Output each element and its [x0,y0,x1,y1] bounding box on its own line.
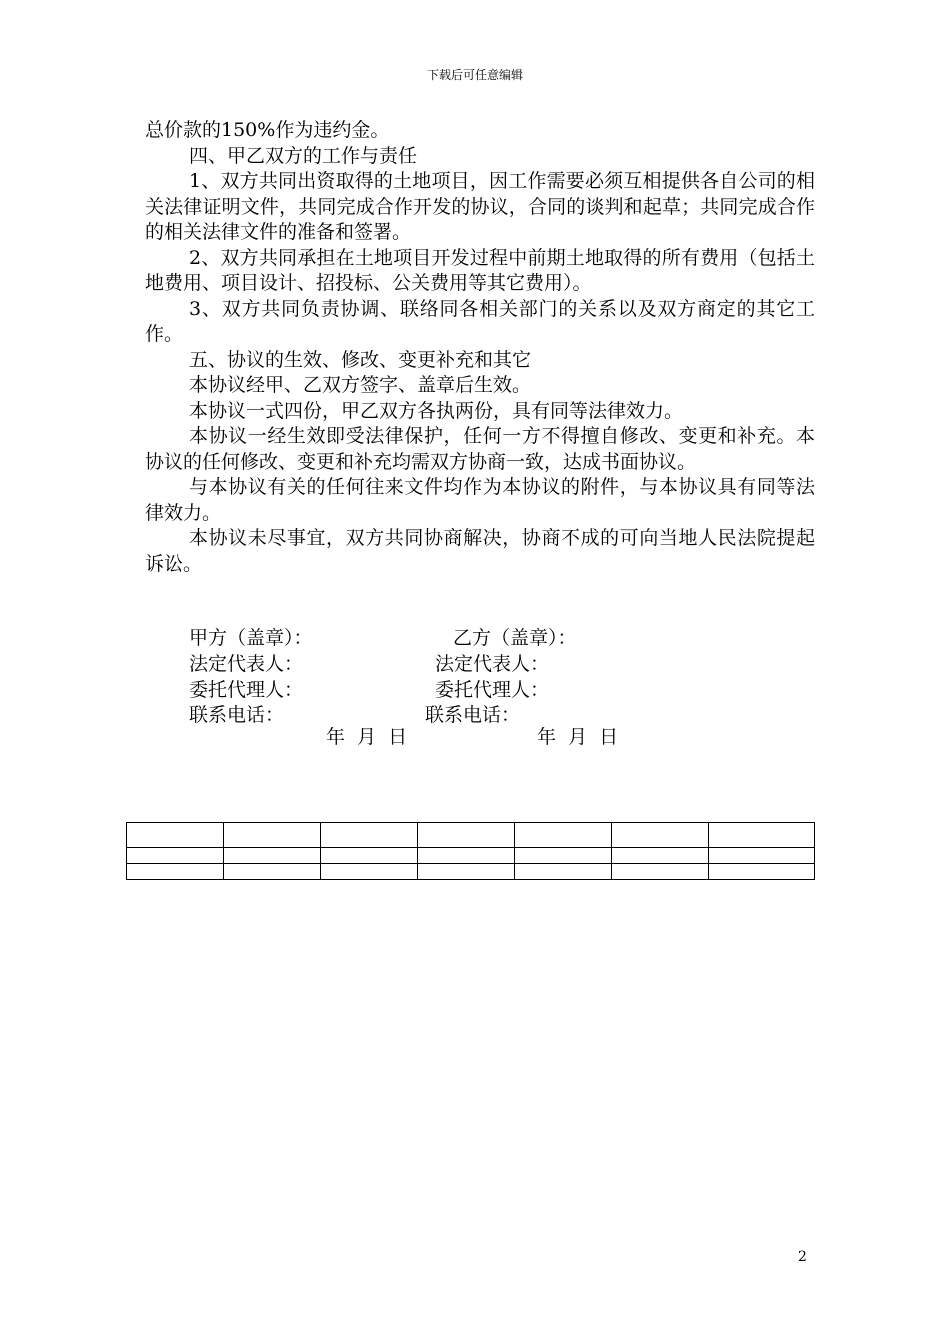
party-a-phone-label: 联系电话： [189,704,285,726]
table-cell [612,848,709,864]
party-b-date: 年 月 日 [537,726,619,748]
blank-table [126,822,815,880]
party-a-date: 年 月 日 [326,726,408,748]
table-cell [515,848,612,864]
table-cell [127,864,224,880]
paragraph-effective: 本协议经甲、乙双方签字、盖章后生效。 [189,374,532,396]
section-heading-duties: 四、甲乙双方的工作与责任 [189,144,418,167]
table-row [127,823,815,848]
table-cell [515,823,612,848]
table-cell [321,864,418,880]
page-header: 下载后可任意编辑 [426,68,523,82]
table-cell [224,864,321,880]
table-cell [709,848,815,864]
table-cell [127,823,224,848]
table-cell [127,848,224,864]
paragraph-copies: 本协议一式四份，甲乙双方各执两份，具有同等法律效力。 [189,399,684,422]
paragraph-penalty: 总价款的150%作为违约金。 [145,119,390,141]
paragraph-attachments: 与本协议有关的任何往来文件均作为本协议的附件，与本协议具有同等法律效力。 [145,476,815,524]
table-cell [709,823,815,848]
table-row [127,864,815,880]
table-cell [418,848,515,864]
contract-body [145,118,815,577]
table-cell [418,864,515,880]
table-row [127,848,815,864]
party-b-seal-label: 乙方（盖章）： [453,627,577,649]
section-heading-effect: 五、协议的生效、修改、变更补充和其它 [189,348,532,371]
paragraph-duty-1: 1、双方共同出资取得的土地项目，因工作需要必须互相提供各自公司的相关法律证明文件，共同完成合作开发的协议，合同的谈判和起草；共同完成合作的相关法律文件的准备和签署。 [145,170,815,243]
page-number: 2 [798,1249,807,1265]
table-cell [612,823,709,848]
paragraph-duty-3: 3、双方共同负责协调、联络同各相关部门的关系以及双方商定的其它工作。 [145,297,815,345]
table-cell [321,848,418,864]
table-cell [224,823,321,848]
table-cell [515,864,612,880]
party-b-legal-rep-label: 法定代表人： [435,653,550,675]
party-a-seal-label: 甲方（盖章）： [189,627,313,649]
party-a-agent-label: 委托代理人： [189,679,304,701]
table-cell [224,848,321,864]
table-cell [321,823,418,848]
table-cell [418,823,515,848]
party-b-agent-label: 委托代理人： [435,679,550,701]
party-b-phone-label: 联系电话： [425,704,521,726]
paragraph-disputes: 本协议未尽事宜，双方共同协商解决，协商不成的可向当地人民法院提起诉讼。 [145,527,815,575]
party-a-legal-rep-label: 法定代表人： [189,653,304,675]
table-cell [709,864,815,880]
paragraph-duty-2: 2、双方共同承担在土地项目开发过程中前期土地取得的所有费用（包括土地费用、项目设计、招投标、公关费用等其它费用）。 [145,246,815,294]
table-cell [612,864,709,880]
paragraph-protection: 本协议一经生效即受法律保护，任何一方不得擅自修改、变更和补充。本协议的任何修改、变更和补充均需双方协商一致，达成书面协议。 [145,425,815,473]
